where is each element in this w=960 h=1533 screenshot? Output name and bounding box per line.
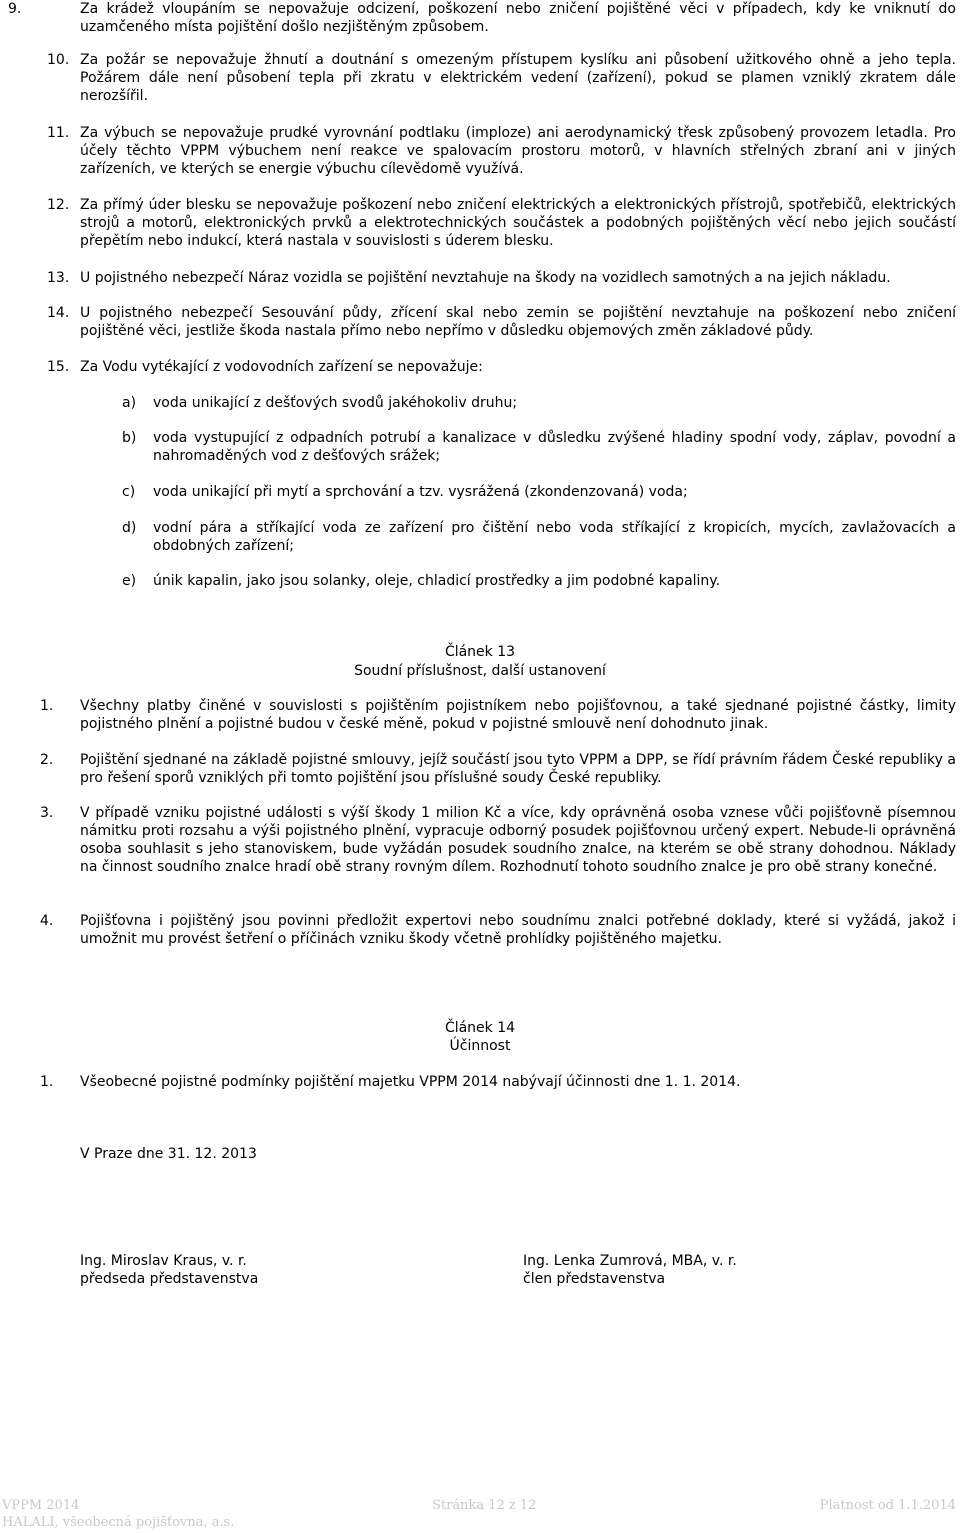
sub-item-text: únik kapalin, jako jsou solanky, oleje, chladicí prostředky a jim podobné kapaliny. (153, 573, 721, 589)
footer-company: HALALI, všeobecná pojišťovna, a.s. (2, 1515, 235, 1530)
clause-text: Za krádež vloupáním se nepovažuje odcizení, poškození nebo zničení pojištěné věci v případech, kdy ke vniknutí do uzamčeného místa pojištění došlo nezjištěným způsobem. (80, 1, 956, 35)
footer-valid: Platnost od 1.1.2014 (819, 1498, 956, 1513)
sub-item-text: voda unikající z dešťových svodů jakéhokoliv druhu; (153, 395, 518, 411)
article-13-title: Článek 13 (444, 644, 516, 660)
clause-number: 12. (47, 197, 70, 213)
sub-item-label: b) (122, 430, 137, 446)
clause-number: 3. (40, 805, 54, 821)
sub-item-text: vodní pára a stříkající voda ze zařízení pro čištění nebo voda stříkající z kropicích, mycích, zavlažovacích a obdobných zařízení; (153, 520, 956, 554)
signature-name-2: Ing. Lenka Zumrová, MBA, v. r. (523, 1253, 737, 1269)
clause-number: 9. (8, 1, 22, 17)
clause-text: Pojišťovna i pojištěný jsou povinni předložit expertovi nebo soudnímu znalci potřebné doklady, které si vyžádá, jakož i umožnit mu provést šetření o příčinách vzniku škody včetně prohlídky pojištěného majetku. (80, 913, 956, 947)
clause-number: 10. (47, 52, 70, 68)
clause-number: 15. (47, 359, 70, 375)
clause-text: Za přímý úder blesku se nepovažuje poškození nebo zničení elektrických a elektronických přístrojů, spotřebičů, elektrických strojů a motorů, elektronických prvků a elektrotechnických součástek a podobných pojištěných věcí nebo jejich součástí přepětím nebo indukcí, která nastala v souvislosti s úderem blesku. (80, 197, 956, 249)
clause-number: 1. (40, 1074, 54, 1090)
article-14-subtitle: Účinnost (449, 1038, 511, 1054)
clause-number: 11. (47, 125, 70, 141)
signature-role-1: předseda představenstva (80, 1271, 259, 1287)
signature-role-2: člen představenstva (523, 1271, 666, 1287)
clause-text: U pojistného nebezpečí Náraz vozidla se pojištění nevztahuje na škody na vozidlech samotných a na jejich nákladu. (80, 270, 891, 286)
sub-item-text: voda unikající při mytí a sprchování a tzv. vysrážená (zkondenzovaná) voda; (153, 484, 688, 500)
place-date: V Praze dne 31. 12. 2013 (80, 1146, 257, 1162)
clause-text: Za výbuch se nepovažuje prudké vyrovnání podtlaku (imploze) ani aerodynamický třesk způsobený provozem letadla. Pro účely těchto VPPM výbuchem není reakce ve spalovacím prostoru motorů, v hlavních střelných zbraní ani v jiných zařízeních, ve kterých se energie výbuchu cílevědomě využívá. (80, 125, 956, 177)
footer-page: Stránka 12 z 12 (432, 1498, 537, 1513)
clause-text: Za Vodu vytékající z vodovodních zařízení se nepovažuje: (80, 359, 483, 375)
footer-doc: VPPM 2014 (2, 1498, 80, 1513)
clause-text: V případě vzniku pojistné události s výší škody 1 milion Kč a více, kdy oprávněná osoba vznese vůči pojišťovně písemnou námitku proti rozsahu a výši pojistného plnění, vypracuje odborný posudek pojišťovnou určený expert. Nebude-li oprávněná osoba souhlasit s jeho stanoviskem, bude vyžádán posudek soudního znalce, na kterém se obě strany dohodnou. Náklady na činnost soudního znalce hradí obě strany rovným dílem. Rozhodnutí tohoto soudního znalce je pro obě strany konečné. (80, 805, 956, 875)
sub-item-text: voda vystupující z odpadních potrubí a kanalizace v důsledku zvýšené hladiny spodní vody, záplav, povodní a nahromaděných vod z dešťových srážek; (153, 430, 956, 464)
sub-item-label: a) (122, 395, 137, 411)
clause-number: 4. (40, 913, 54, 929)
clause-number: 13. (47, 270, 70, 286)
article-14-title: Článek 14 (444, 1020, 516, 1036)
clause-text: Všeobecné pojistné podmínky pojištění majetku VPPM 2014 nabývají účinnosti dne 1. 1. 2014. (80, 1074, 741, 1090)
sub-item-label: c) (122, 484, 136, 500)
sub-item-label: d) (122, 520, 137, 536)
clause-number: 14. (47, 305, 70, 321)
clause-text: Pojištění sjednané na základě pojistné smlouvy, jejíž součástí jsou tyto VPPM a DPP, se řídí právním řádem České republiky a pro řešení sporů vzniklých při tomto pojištění jsou příslušné soudy České republiky. (80, 752, 956, 786)
sub-item-label: e) (122, 573, 137, 589)
clause-text: U pojistného nebezpečí Sesouvání půdy, zřícení skal nebo zemin se pojištění nevztahuje na poškození nebo zničení pojištěné věci, jestliže škoda nastala přímo nebo nepřímo v důsledku objemových změn základové půdy. (80, 305, 956, 339)
clause-number: 2. (40, 752, 54, 768)
clause-text: Všechny platby činěné v souvislosti s pojištěním pojistníkem nebo pojišťovnou, a také sjednané pojistné částky, limity pojistného plnění a pojistné budou v české měně, pokud v pojistné smlouvě není dohodnuto jinak. (80, 698, 956, 732)
signature-name-1: Ing. Miroslav Kraus, v. r. (80, 1253, 247, 1269)
clause-text: Za požár se nepovažuje žhnutí a doutnání s omezeným přístupem kyslíku ani působení užitkového ohně a jeho tepla. Požárem dále není působení tepla při zkratu v elektrickém vedení (zařízení), pokud se plamen vzniklý zkratem dále nerozšířil. (80, 52, 956, 104)
article-13-subtitle: Soudní příslušnost, další ustanovení (354, 663, 606, 679)
clause-number: 1. (40, 698, 54, 714)
